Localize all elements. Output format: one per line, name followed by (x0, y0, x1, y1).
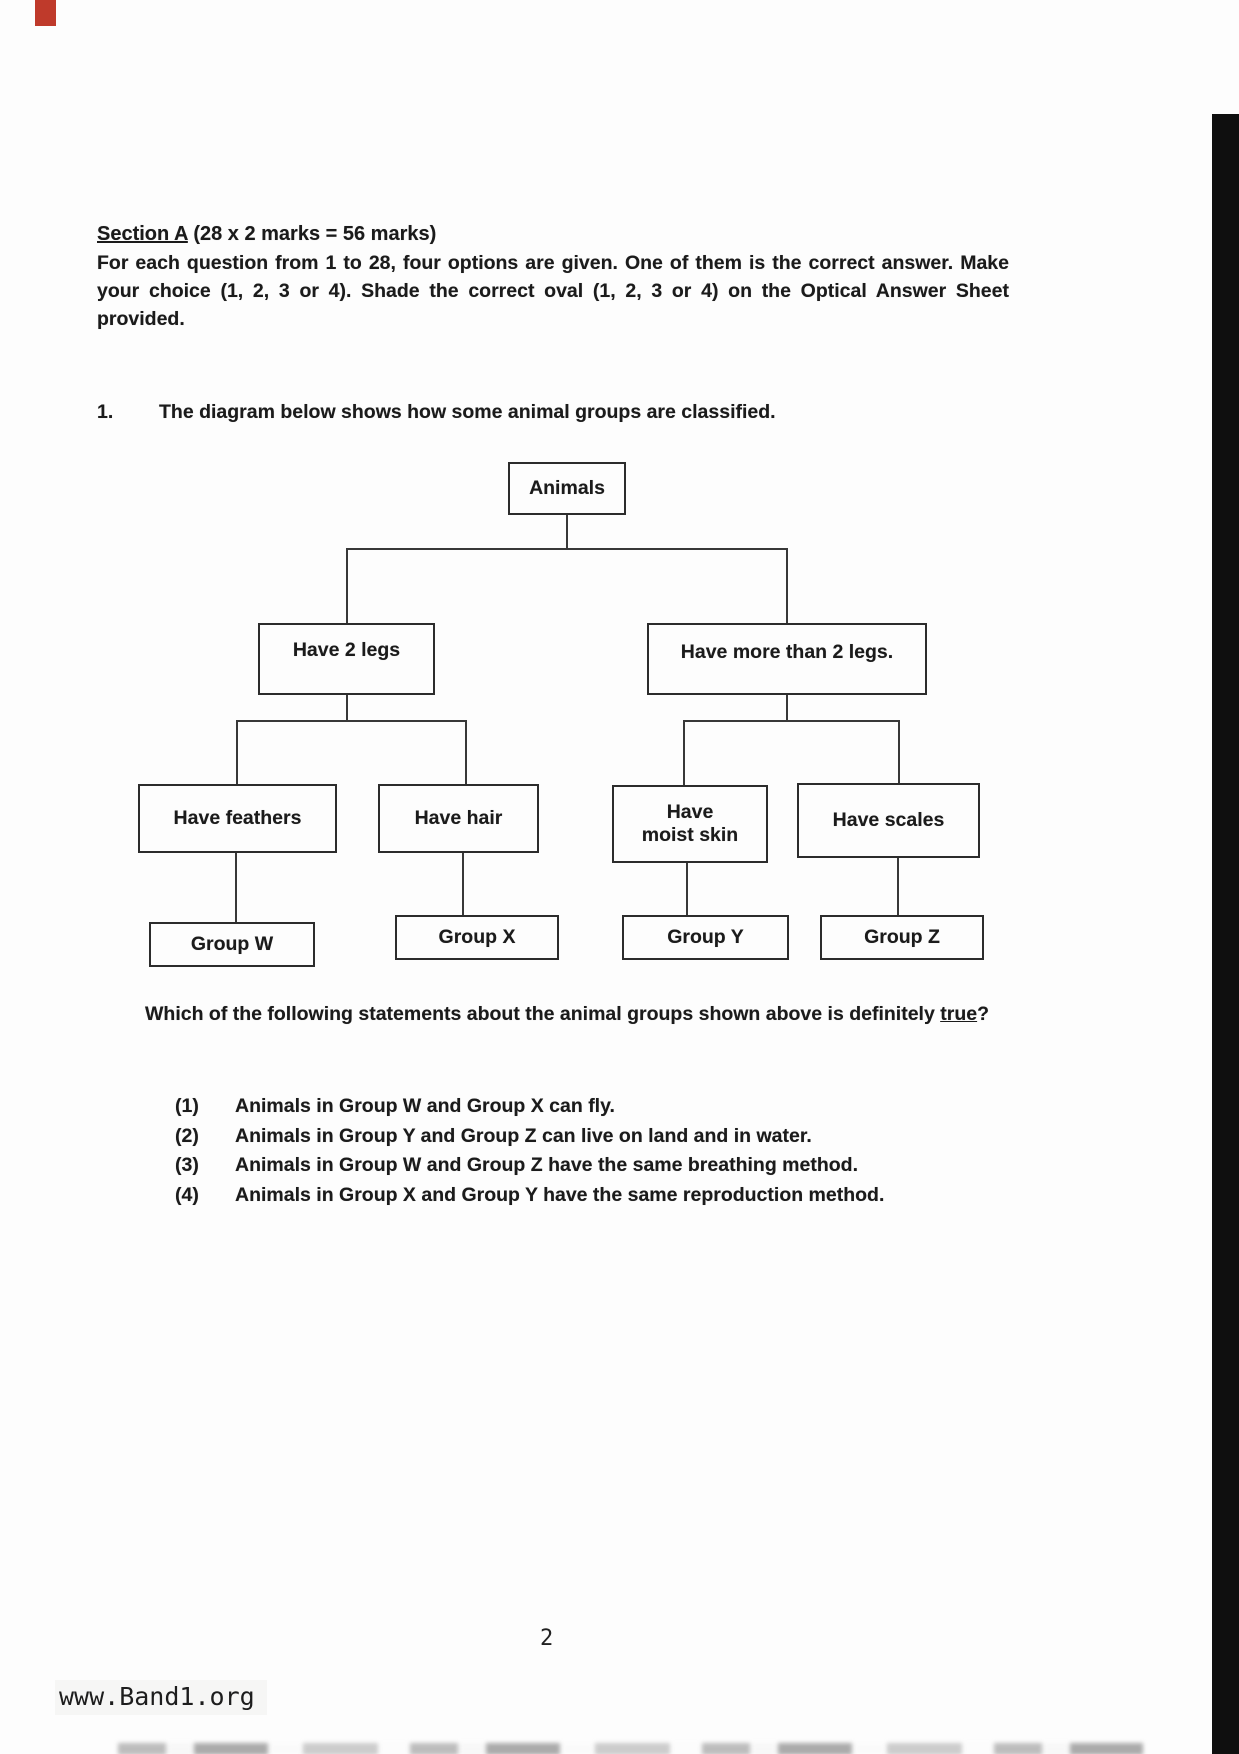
option-2-number: (2) (175, 1124, 199, 1147)
stem-text: Which of the following statements about the animal groups shown above is definitely (145, 1003, 941, 1025)
question-1-prompt-row (97, 401, 1009, 424)
node-group-w: Group W (149, 922, 315, 967)
section-instructions: For each question from 1 to 28, four options are given. One of them is the correct answer. Make your choice (1, 2, 3 or 4). Shade the correct oval (1, 2, 3 or 4) on the Optical Answer Sheet provided. (97, 252, 1009, 330)
connector-level1-horizontal (346, 548, 788, 550)
option-1 (175, 1092, 1015, 1122)
node-have-more-than-2-legs: Have more than 2 legs. (647, 623, 927, 695)
option-3-number: (3) (175, 1154, 199, 1176)
option-4-text: Animals in Group X and Group Y have the same reproduction method. (235, 1183, 885, 1206)
option-2-text: Animals in Group Y and Group Z can live on land and in water. (235, 1124, 812, 1147)
node-have-2-legs: Have 2 legs (258, 623, 435, 695)
section-title-marks: (28 x 2 marks = 56 marks) (187, 223, 437, 245)
connector-feathers-to-groupw (235, 853, 237, 922)
node-group-z: Group Z (820, 915, 984, 960)
connector-to-moistskin (683, 720, 685, 785)
node-have-moist-skin: Have moist skin (612, 785, 768, 863)
connector-root-down (566, 515, 568, 549)
connector-have2legs-down (346, 695, 348, 721)
connector-to-scales (898, 720, 900, 783)
connector-hair-to-groupx (462, 853, 464, 915)
node-have-feathers: Have feathers (138, 784, 337, 853)
scan-red-mark (35, 0, 56, 26)
connector-to-hair (465, 720, 467, 784)
option-1-text: Animals in Group W and Group X can fly. (235, 1095, 615, 1117)
option-4 (175, 1181, 1015, 1211)
scan-bottom-smudge (118, 1743, 1143, 1754)
question-stem (145, 999, 1005, 1030)
page-number: 2 (540, 1626, 554, 1651)
connector-left-horizontal (236, 720, 467, 722)
node-have-scales: Have scales (797, 783, 980, 858)
node-animals: Animals (508, 462, 626, 515)
connector-scales-to-groupz (897, 858, 899, 920)
connector-moist-to-groupy (686, 863, 688, 915)
connector-to-feathers (236, 720, 238, 784)
connector-right-horizontal (683, 720, 900, 722)
option-3-text: Animals in Group W and Group Z have the same breathing method. (235, 1154, 858, 1176)
node-group-y: Group Y (622, 915, 789, 960)
option-4-number: (4) (175, 1183, 199, 1206)
section-title-underlined: Section A (97, 223, 188, 245)
node-group-x: Group X (395, 915, 559, 960)
scan-black-edge-bar (1212, 114, 1239, 1754)
option-3 (175, 1151, 1015, 1181)
answer-options (175, 1092, 1015, 1210)
question-number: 1. (97, 401, 114, 423)
section-title (97, 220, 1009, 248)
connector-to-have2legs (346, 548, 348, 623)
section-header (97, 220, 1009, 333)
connector-to-morethan2legs (786, 548, 788, 623)
option-1-number: (1) (175, 1095, 199, 1117)
question-prompt: The diagram below shows how some animal groups are classified. (159, 401, 776, 423)
option-2 (175, 1122, 1015, 1152)
node-have-hair: Have hair (378, 784, 539, 853)
stem-emphasis-true: true (940, 1003, 978, 1025)
footer-watermark-url: www.Band1.org (55, 1680, 267, 1715)
stem-question-mark: ? (977, 1003, 989, 1025)
connector-morethan2legs-down (786, 695, 788, 721)
